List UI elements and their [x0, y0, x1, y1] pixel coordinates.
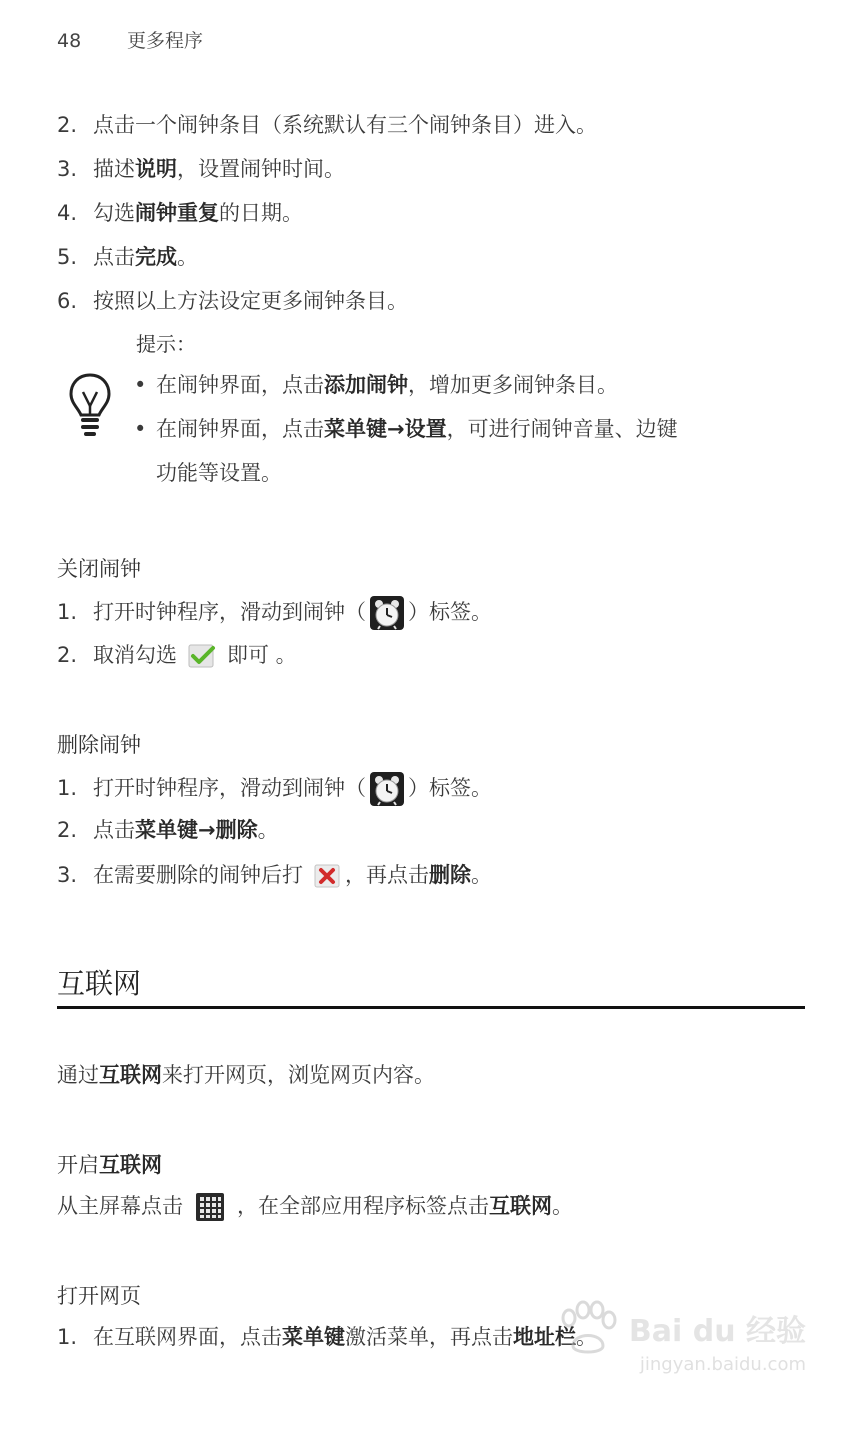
close-alarm-heading: 关闭闹钟: [57, 557, 141, 581]
step-3: 3. 描述说明，设置闹钟时间。: [57, 157, 345, 181]
baidu-watermark: [553, 1300, 806, 1375]
alarm-clock-icon: [370, 596, 404, 630]
tip-bullet-1: • 在闹钟界面，点击添加闹钟，增加更多闹钟条目。: [134, 373, 618, 397]
alarm-clock-icon: [370, 772, 404, 806]
tip-label: 提示：: [136, 332, 196, 356]
chapter-title: 更多程序: [127, 30, 204, 52]
open-webpage-heading: 打开网页: [57, 1284, 141, 1308]
baidu-paw-icon: [553, 1300, 623, 1356]
app-grid-icon: [195, 1192, 225, 1222]
delete-step-2: 2. 点击菜单键→删除。: [57, 818, 279, 842]
delete-alarm-heading: 删除闹钟: [57, 733, 141, 757]
page-header: [57, 26, 203, 53]
tip-bullet-2-continued: 功能等设置。: [156, 461, 282, 485]
delete-step-3: 3. 在需要删除的闹钟后打 ，再点击删除。: [57, 861, 492, 891]
open-internet-instruction: 从主屏幕点击 ，在全部应用程序标签点击互联网。: [57, 1192, 573, 1222]
delete-step-1: 1. 打开时钟程序，滑动到闹钟（ ）标签。: [57, 772, 492, 806]
internet-section-title: 互联网: [57, 967, 142, 1000]
page-number: 48: [57, 30, 82, 52]
lightbulb-icon: [68, 372, 112, 438]
delete-x-icon: [313, 861, 343, 891]
watermark-url: jingyan.baidu.com: [639, 1354, 806, 1375]
step-6: 6. 按照以上方法设定更多闹钟条目。: [57, 289, 408, 313]
tip-bullet-2: • 在闹钟界面，点击菜单键→设置，可进行闹钟音量、边键: [134, 417, 678, 441]
close-step-2: 2. 取消勾选 即可 。: [57, 641, 297, 671]
checkbox-checked-icon: [187, 641, 217, 671]
step-5: 5. 点击完成。: [57, 245, 198, 269]
step-4: 4. 勾选闹钟重复的日期。: [57, 201, 303, 225]
open-webpage-step-1: 1. 在互联网界面，点击菜单键激活菜单，再点击地址栏。: [57, 1325, 597, 1349]
internet-intro: 通过互联网来打开网页，浏览网页内容。: [57, 1063, 435, 1087]
open-internet-heading: 开启互联网: [57, 1153, 162, 1177]
step-2: 2. 点击一个闹钟条目（系统默认有三个闹钟条目）进入。: [57, 113, 597, 137]
section-divider: [57, 1006, 805, 1009]
watermark-brand: Bai du 经验: [628, 1314, 806, 1349]
close-step-1: 1. 打开时钟程序，滑动到闹钟（ ）标签。: [57, 596, 492, 630]
